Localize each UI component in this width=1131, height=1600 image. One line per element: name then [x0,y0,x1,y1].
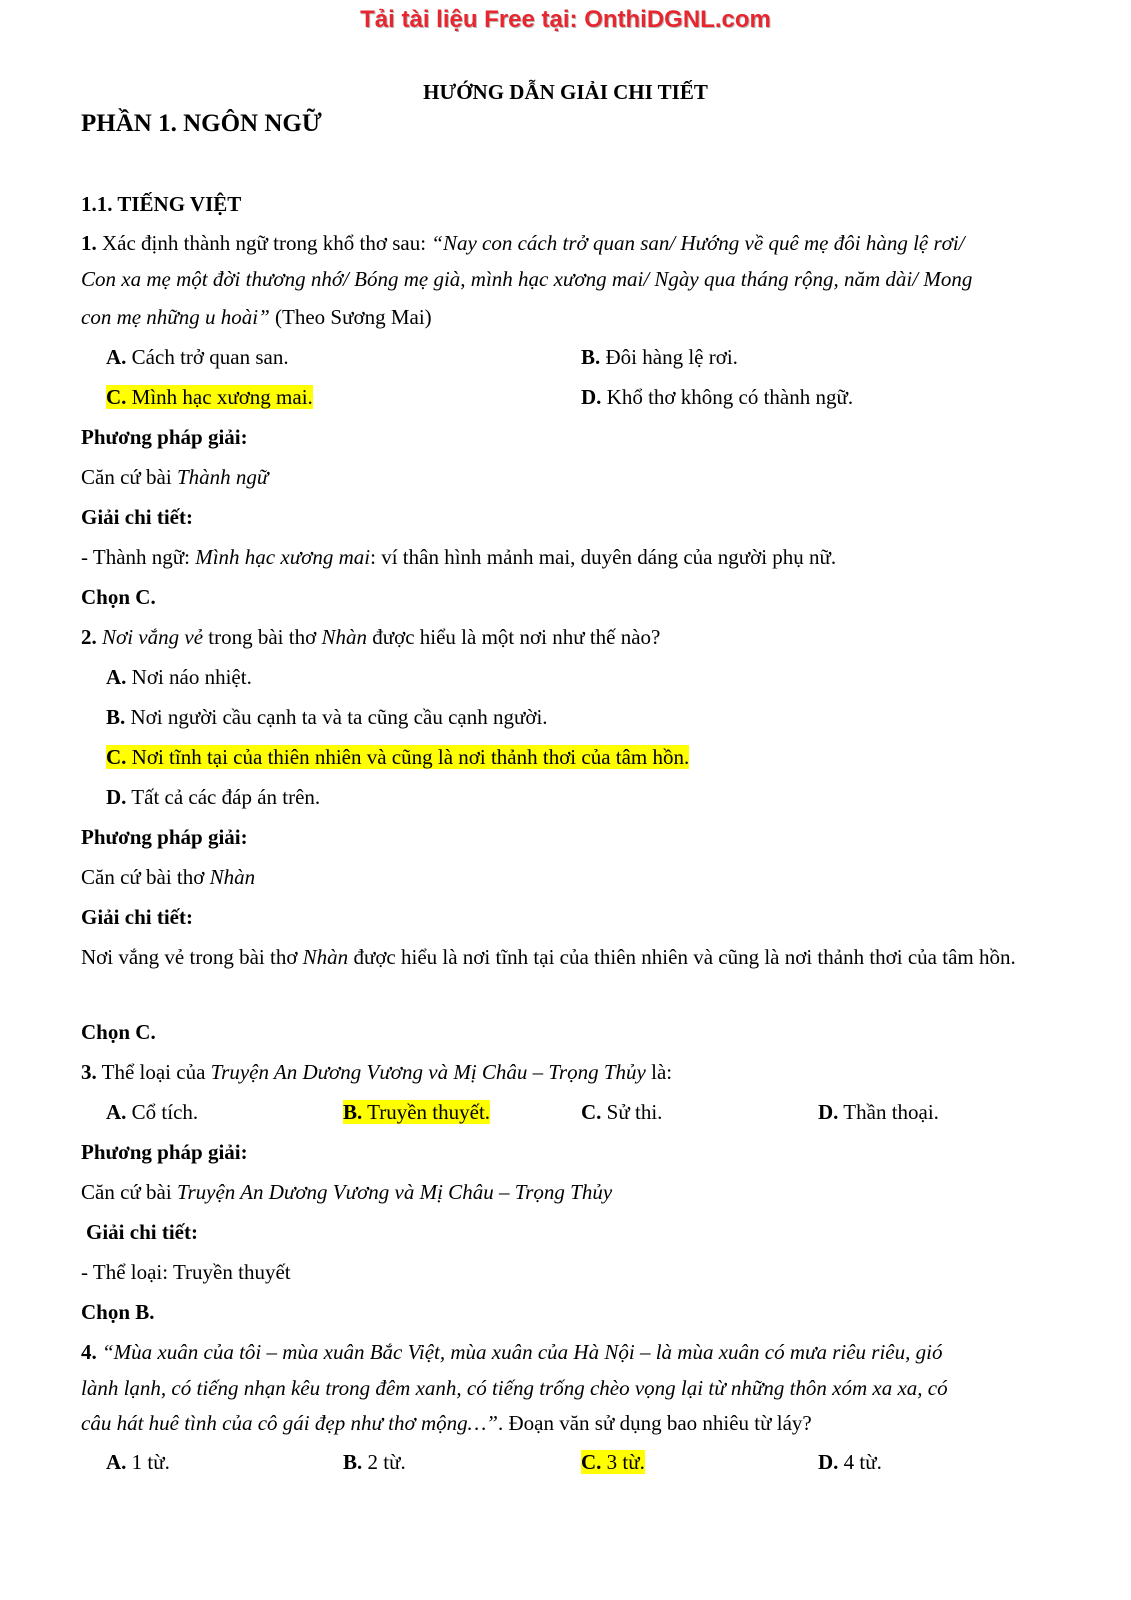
q3-detail-label: Giải chi tiết: [86,1220,198,1244]
option-letter: D. [818,1450,839,1474]
option-letter: B. [581,345,601,369]
option-text: Đôi hàng lệ rơi. [600,345,738,369]
q1-option-c-correct[interactable] [106,380,313,414]
q1-quote-line3-row [81,300,432,334]
q2-method-label: Phương pháp giải: [81,825,248,849]
option-letter: C. [106,385,127,409]
option-text: Nơi náo nhiệt. [126,665,252,689]
q4-quote-line2: lành lạnh, có tiếng nhạn kêu trong đêm xanh, có tiếng trống chèo vọng lại từ những thôn xóm xa xa, có [81,1376,948,1400]
q1-quote-line2: Con xa mẹ một đời thương nhớ/ Bóng mẹ già, mình hạc xương mai/ Ngày qua tháng rộng, năm dài/ Mong [81,267,973,291]
option-text: Cổ tích. [126,1100,199,1124]
detail-work: Nhàn [302,945,349,969]
option-text: Khổ thơ không có thành ngữ. [601,385,854,409]
option-text: 4 từ. [838,1450,882,1474]
q1-option-a[interactable] [106,340,289,374]
q1-quote-line1: “Nay con cách trở quan san/ Hướng về quê mẹ đôi hàng lệ rơi/ [431,231,965,255]
highlight [343,1100,490,1124]
detail-term: Mình hạc xương mai [195,545,371,569]
q3-option-a[interactable] [106,1095,198,1129]
q4-stem [81,1335,942,1369]
q1-detail-text [81,540,836,574]
q2-detail-text [81,940,1053,975]
option-letter: C. [581,1100,602,1124]
q4-option-c-correct[interactable] [581,1445,645,1479]
q3-answer: Chọn B. [81,1300,155,1324]
option-letter: B. [343,1100,363,1124]
q3-method-text [81,1175,612,1209]
q2-term: Nơi vắng vẻ [96,625,204,649]
q1-option-d[interactable] [581,380,853,414]
q4-number: 4. [81,1340,97,1364]
method-work: Thành ngữ [176,465,269,489]
method-prefix: Căn cứ bài [81,1180,177,1204]
download-banner[interactable]: Tải tài liệu Free tại: OnthiDGNL.com [360,6,771,33]
q2-answer: Chọn C. [81,1020,156,1044]
option-text: 2 từ. [362,1450,406,1474]
detail-rest: : ví thân hình mảnh mai, duyên dáng của người phụ nữ. [370,545,837,569]
q4-quote-line3-row [81,1406,812,1440]
q1-method-label: Phương pháp giải: [81,425,248,449]
q2-option-c-correct[interactable] [106,740,689,774]
q2-number: 2. [81,625,97,649]
q3-work: Truyện An Dương Vương và Mị Châu – Trọng Thủy [210,1060,646,1084]
q2-mid: trong bài thơ [203,625,322,649]
q2-stem [81,620,660,654]
option-text: Truyền thuyết. [362,1100,491,1124]
q2-option-a[interactable] [106,660,252,694]
q1-quote-line3: con mẹ những u hoài” [81,305,270,329]
option-letter: C. [581,1450,602,1474]
q4-quote-line3: câu hát huê tình của cô gái đẹp như thơ mộng…” [81,1411,498,1435]
q2-option-b[interactable] [106,700,548,734]
q3-option-b-correct[interactable] [343,1095,490,1129]
option-letter: A. [106,1100,127,1124]
option-letter: B. [106,705,126,729]
method-work: Truyện An Dương Vương và Mị Châu – Trọng Thủy [176,1180,613,1204]
q2-option-d[interactable] [106,780,320,814]
q4-option-b[interactable] [343,1445,406,1479]
q2-method-text [81,860,255,894]
option-text: Thần thoại. [838,1100,939,1124]
detail-rest: được hiểu là nơi tĩnh tại của thiên nhiên và cũng là nơi thảnh thơi của tâm hồn. [348,945,1016,969]
q4-rest: . Đoạn văn sử dụng bao nhiêu từ láy? [497,1411,812,1435]
q3-option-c[interactable] [581,1095,662,1129]
section-heading: 1.1. TIẾNG VIỆT [81,192,242,216]
q4-option-a[interactable] [106,1445,170,1479]
option-letter: A. [106,665,127,689]
method-prefix: Căn cứ bài [81,465,177,489]
option-text: Mình hạc xương mai. [126,385,313,409]
q1-method-text [81,460,268,494]
q3-stem [81,1055,672,1089]
q3-option-d[interactable] [818,1095,939,1129]
option-text: Cách trở quan san. [126,345,289,369]
option-letter: C. [106,745,127,769]
part-heading: PHẦN 1. NGÔN NGỮ [81,110,322,137]
q2-work: Nhàn [321,625,367,649]
q1-option-b[interactable] [581,340,738,374]
method-work: Nhàn [209,865,256,889]
document-title: HƯỚNG DẪN GIẢI CHI TIẾT [423,80,708,104]
option-letter: D. [581,385,602,409]
option-text: Sử thi. [601,1100,663,1124]
q2-detail-label: Giải chi tiết: [81,905,193,929]
highlight [106,385,313,409]
detail-prefix: Nơi vắng vẻ trong bài thơ [81,945,303,969]
q1-stem [81,226,965,260]
highlight [106,745,689,769]
option-letter: A. [106,345,127,369]
option-text: Tất cả các đáp án trên. [126,785,321,809]
q1-intro: Xác định thành ngữ trong khổ thơ sau: [96,231,432,255]
q1-source: (Theo Sương Mai) [269,305,432,329]
q3-number: 3. [81,1060,97,1084]
q1-detail-label: Giải chi tiết: [81,505,193,529]
q4-quote-line1: “Mùa xuân của tôi – mùa xuân Bắc Việt, mùa xuân của Hà Nội – là mùa xuân có mưa riêu riêu, gió [96,1340,943,1364]
highlight [581,1450,645,1474]
detail-prefix: - Thành ngữ: [81,545,196,569]
q2-rest: được hiểu là một nơi như thế nào? [366,625,661,649]
q3-prefix: Thể loại của [96,1060,211,1084]
option-text: 1 từ. [126,1450,170,1474]
q4-option-d[interactable] [818,1445,882,1479]
option-text: 3 từ. [601,1450,645,1474]
q3-suffix: là: [645,1060,673,1084]
option-text: Nơi người cầu cạnh ta và ta cũng cầu cạnh người. [125,705,548,729]
option-letter: B. [343,1450,363,1474]
q3-detail-text: - Thể loại: Truyền thuyết [81,1260,291,1284]
option-letter: A. [106,1450,127,1474]
q3-method-label: Phương pháp giải: [81,1140,248,1164]
option-letter: D. [818,1100,839,1124]
option-letter: D. [106,785,127,809]
q1-answer: Chọn C. [81,585,156,609]
option-text: Nơi tĩnh tại của thiên nhiên và cũng là nơi thảnh thơi của tâm hồn. [126,745,690,769]
method-prefix: Căn cứ bài thơ [81,865,210,889]
q1-number: 1. [81,231,97,255]
